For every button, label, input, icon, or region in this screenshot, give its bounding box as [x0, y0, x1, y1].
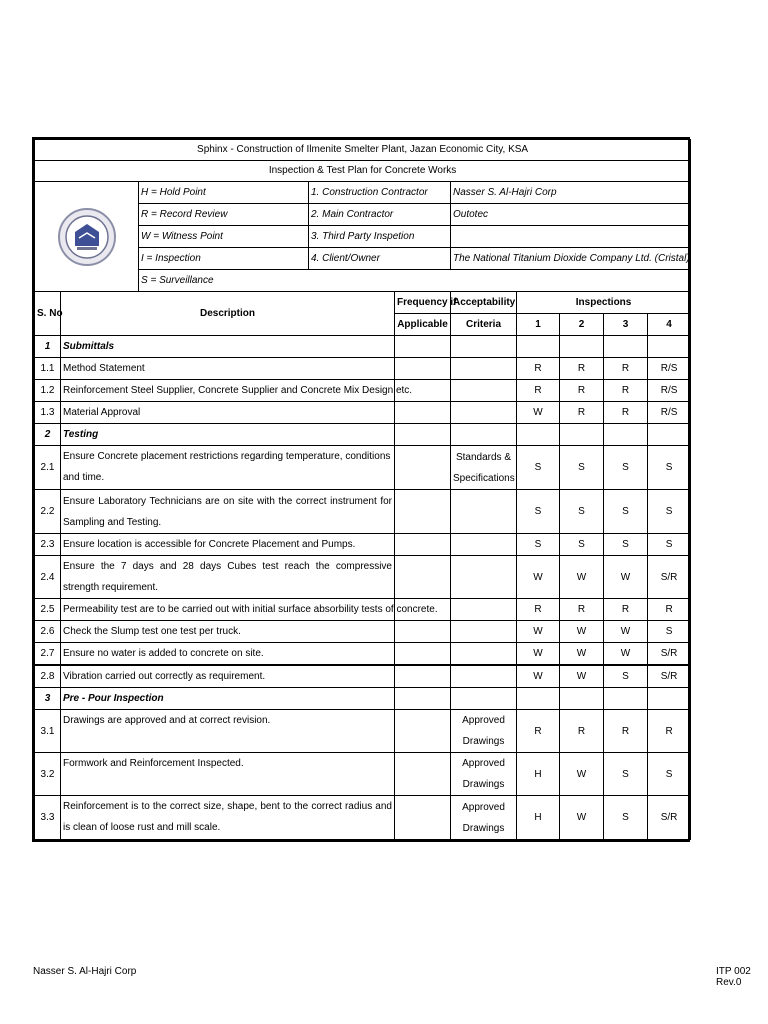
row-inspection-1: R — [517, 599, 560, 621]
row-frequency — [395, 556, 451, 599]
row-description: Vibration carried out correctly as requirement. — [61, 665, 395, 688]
legend-record-review: R = Record Review — [139, 204, 309, 226]
row-inspection-3: S — [604, 665, 648, 688]
row-inspection-2: R — [560, 402, 604, 424]
section-no: 1 — [35, 336, 61, 358]
row-frequency — [395, 710, 451, 753]
legend-hold-point: H = Hold Point — [139, 182, 309, 204]
header-frequency-2: Applicable — [395, 314, 451, 336]
row-inspection-3: R — [604, 710, 648, 753]
row-frequency — [395, 358, 451, 380]
company-logo — [35, 182, 139, 292]
row-description: Reinforcement Steel Supplier, Concrete Supplier and Concrete Mix Design etc. — [61, 380, 395, 402]
legend-surveillance: S = Surveillance — [139, 270, 691, 292]
row-no: 2.2 — [35, 490, 61, 534]
row-criteria — [451, 446, 517, 490]
section-title: Pre - Pour Inspection — [61, 688, 395, 710]
row-criteria — [451, 643, 517, 666]
row-no: 3.2 — [35, 753, 61, 796]
row-inspection-2: R — [560, 599, 604, 621]
party-role-1: 1. Construction Contractor — [309, 182, 451, 204]
row-criteria — [451, 753, 517, 796]
table-row — [35, 753, 691, 796]
row-inspection-1: W — [517, 643, 560, 666]
footer-company: Nasser S. Al-Hajri Corp — [33, 966, 137, 977]
row-inspection-2: W — [560, 556, 604, 599]
row-inspection-1: S — [517, 534, 560, 556]
document-title: Sphinx - Construction of Ilmenite Smelter Plant, Jazan Economic City, KSA — [35, 140, 691, 161]
row-frequency — [395, 665, 451, 688]
row-inspection-4: S/R — [648, 665, 691, 688]
row-frequency — [395, 402, 451, 424]
row-frequency — [395, 621, 451, 643]
row-inspection-3: R — [604, 402, 648, 424]
row-no: 2.7 — [35, 643, 61, 666]
row-criteria-line-2: Specifications — [453, 472, 515, 484]
row-criteria — [451, 534, 517, 556]
row-inspection-1: R — [517, 380, 560, 402]
row-criteria — [451, 796, 517, 840]
row-inspection-2: W — [560, 796, 604, 840]
row-inspection-3: W — [604, 556, 648, 599]
row-inspection-2: W — [560, 643, 604, 666]
row-criteria-line-2: Drawings — [462, 779, 505, 790]
row-inspection-2: S — [560, 534, 604, 556]
row-no: 2.5 — [35, 599, 61, 621]
header-inspection-col-4: 4 — [648, 314, 691, 336]
section-no: 2 — [35, 424, 61, 446]
row-no: 2.1 — [35, 446, 61, 490]
section-title: Testing — [61, 424, 395, 446]
header-inspection-col-2: 2 — [560, 314, 604, 336]
row-inspection-1: R — [517, 710, 560, 753]
row-inspection-1: R — [517, 358, 560, 380]
row-description: Ensure Concrete placement restrictions regarding temperature, conditions and time. — [61, 446, 395, 490]
row-inspection-3: S — [604, 796, 648, 840]
table-row — [35, 599, 691, 621]
legend-inspection: I = Inspection — [139, 248, 309, 270]
itp-sheet — [32, 137, 690, 842]
row-criteria — [451, 402, 517, 424]
row-inspection-3: S — [604, 490, 648, 534]
row-inspection-4: S — [648, 621, 691, 643]
row-no: 2.3 — [35, 534, 61, 556]
header-criteria-1: Acceptability — [451, 292, 517, 314]
party-name-1: Nasser S. Al-Hajri Corp — [451, 182, 691, 204]
header-inspection-col-1: 1 — [517, 314, 560, 336]
row-description: Ensure Laboratory Technicians are on site with the correct instrument for Sampling and Testing. — [61, 490, 395, 534]
row-inspection-4: R/S — [648, 402, 691, 424]
row-inspection-1: W — [517, 402, 560, 424]
section-title: Submittals — [61, 336, 395, 358]
row-criteria-line-1: Approved — [462, 715, 505, 726]
row-inspection-4: S — [648, 534, 691, 556]
footer-doc-ref: ITP 002 Rev.0 — [716, 966, 751, 988]
row-inspection-4: R/S — [648, 380, 691, 402]
header-sno: S. No — [35, 292, 61, 336]
row-inspection-2: S — [560, 446, 604, 490]
row-inspection-1: S — [517, 446, 560, 490]
company-seal-icon — [57, 202, 117, 272]
header-criteria-2: Criteria — [451, 314, 517, 336]
table-row — [35, 402, 691, 424]
row-no: 2.8 — [35, 665, 61, 688]
row-criteria — [451, 380, 517, 402]
section-row — [35, 688, 691, 710]
row-description: Formwork and Reinforcement Inspected. — [61, 753, 395, 796]
row-no: 2.6 — [35, 621, 61, 643]
row-description: Drawings are approved and at correct revision. — [61, 710, 395, 753]
row-frequency — [395, 796, 451, 840]
header-inspection-col-3: 3 — [604, 314, 648, 336]
row-description: Ensure no water is added to concrete on site. — [61, 643, 395, 666]
row-description: Method Statement — [61, 358, 395, 380]
row-inspection-2: R — [560, 710, 604, 753]
row-inspection-2: W — [560, 753, 604, 796]
row-frequency — [395, 534, 451, 556]
row-inspection-3: S — [604, 534, 648, 556]
row-inspection-2: W — [560, 621, 604, 643]
row-criteria-line-2: Drawings — [462, 736, 505, 747]
row-criteria-line-2: Drawings — [462, 822, 505, 834]
row-criteria — [451, 556, 517, 599]
row-description: Material Approval — [61, 402, 395, 424]
row-description: Permeability test are to be carried out with initial surface absorbility tests of concrete. — [61, 599, 395, 621]
row-inspection-1: W — [517, 621, 560, 643]
document-subtitle: Inspection & Test Plan for Concrete Works — [35, 161, 691, 182]
row-frequency — [395, 446, 451, 490]
row-inspection-3: S — [604, 446, 648, 490]
row-no: 1.2 — [35, 380, 61, 402]
row-inspection-4: R — [648, 599, 691, 621]
table-row — [35, 556, 691, 599]
table-row — [35, 534, 691, 556]
row-criteria — [451, 710, 517, 753]
row-inspection-3: S — [604, 753, 648, 796]
row-inspection-4: S/R — [648, 643, 691, 666]
table-row — [35, 643, 691, 666]
party-name-2: Outotec — [451, 204, 691, 226]
row-criteria — [451, 665, 517, 688]
row-frequency — [395, 643, 451, 666]
row-inspection-2: W — [560, 665, 604, 688]
table-row — [35, 490, 691, 534]
row-inspection-3: W — [604, 643, 648, 666]
row-inspection-4: S — [648, 753, 691, 796]
row-inspection-1: W — [517, 665, 560, 688]
row-inspection-2: R — [560, 358, 604, 380]
row-criteria — [451, 358, 517, 380]
row-frequency — [395, 753, 451, 796]
row-inspection-3: R — [604, 358, 648, 380]
legend-witness-point: W = Witness Point — [139, 226, 309, 248]
table-row — [35, 710, 691, 753]
party-role-4: 4. Client/Owner — [309, 248, 451, 270]
row-criteria — [451, 621, 517, 643]
row-description: Reinforcement is to the correct size, shape, bent to the correct radius and is clean of loose rust and mill scale. — [61, 796, 395, 840]
row-inspection-1: S — [517, 490, 560, 534]
row-inspection-4: S — [648, 446, 691, 490]
row-no: 2.4 — [35, 556, 61, 599]
table-row — [35, 380, 691, 402]
party-role-2: 2. Main Contractor — [309, 204, 451, 226]
party-name-3 — [451, 226, 691, 248]
section-no: 3 — [35, 688, 61, 710]
header-frequency-1: Frequency if — [395, 292, 451, 314]
table-row — [35, 358, 691, 380]
row-inspection-4: S — [648, 490, 691, 534]
row-description: Ensure the 7 days and 28 days Cubes test reach the compressive strength requirement. — [61, 556, 395, 599]
row-no: 3.3 — [35, 796, 61, 840]
row-inspection-3: W — [604, 621, 648, 643]
row-inspection-1: H — [517, 796, 560, 840]
section-row — [35, 336, 691, 358]
row-inspection-2: S — [560, 490, 604, 534]
row-criteria — [451, 490, 517, 534]
row-inspection-4: S/R — [648, 796, 691, 840]
row-inspection-2: R — [560, 380, 604, 402]
row-inspection-4: R/S — [648, 358, 691, 380]
table-row — [35, 796, 691, 840]
row-inspection-1: H — [517, 753, 560, 796]
row-inspection-4: R — [648, 710, 691, 753]
row-frequency — [395, 490, 451, 534]
row-inspection-3: R — [604, 599, 648, 621]
row-description: Ensure location is accessible for Concrete Placement and Pumps. — [61, 534, 395, 556]
row-inspection-3: R — [604, 380, 648, 402]
row-criteria — [451, 599, 517, 621]
itp-table — [34, 139, 691, 840]
table-row — [35, 621, 691, 643]
row-no: 1.1 — [35, 358, 61, 380]
row-criteria-line-1: Approved — [462, 801, 505, 813]
row-inspection-1: W — [517, 556, 560, 599]
row-no: 3.1 — [35, 710, 61, 753]
header-description: Description — [61, 292, 395, 336]
row-no: 1.3 — [35, 402, 61, 424]
header-inspections: Inspections — [517, 292, 691, 314]
row-criteria-line-1: Standards & — [455, 451, 512, 463]
row-description: Check the Slump test one test per truck. — [61, 621, 395, 643]
party-name-4: The National Titanium Dioxide Company Ltd. (Cristal) — [451, 248, 691, 270]
party-role-3: 3. Third Party Inspetion — [309, 226, 451, 248]
row-criteria-line-1: Approved — [462, 758, 505, 769]
row-inspection-4: S/R — [648, 556, 691, 599]
table-row — [35, 446, 691, 490]
section-row — [35, 424, 691, 446]
table-row — [35, 665, 691, 688]
